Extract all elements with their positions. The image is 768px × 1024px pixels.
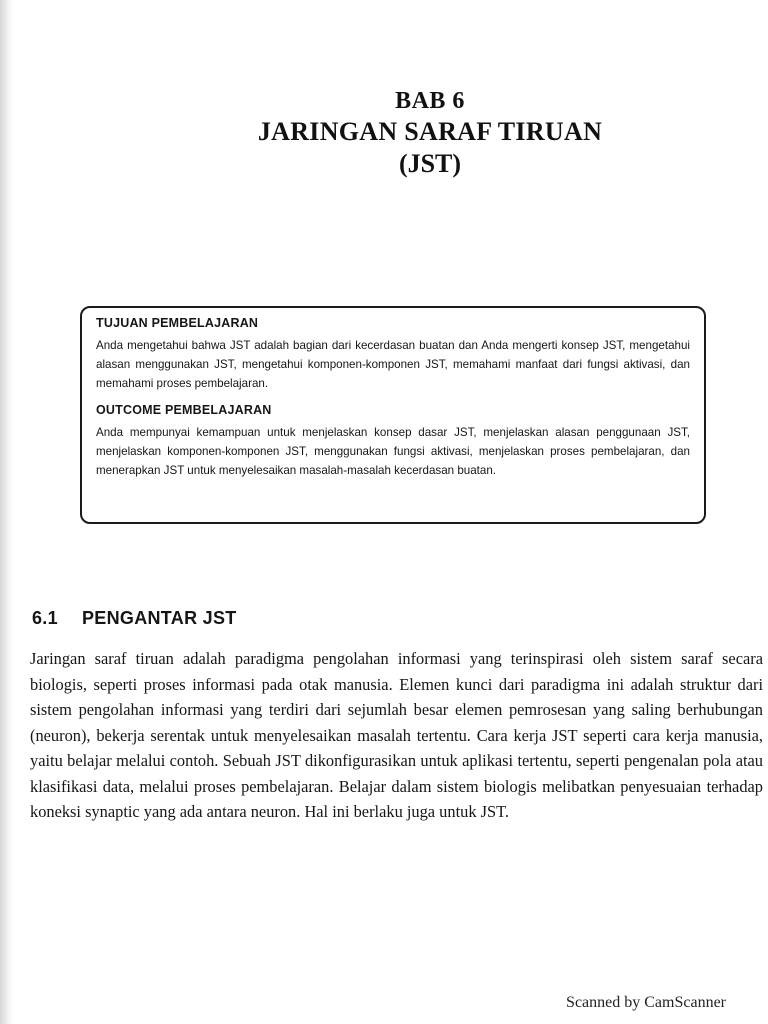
section-number: 6.1 <box>32 608 58 628</box>
outcome-text: Anda mempunyai kemampuan untuk menjelaskan konsep dasar JST, menjelaskan alasan penggunaan JST, menjelaskan komponen-komponen JST, menggunakan fungsi aktivasi, menjelaskan proses pembelajaran, dan menerapkan JST untuk menyelesaikan masalah-masalah kecerdasan buatan. <box>96 426 690 477</box>
chapter-heading <box>150 86 710 180</box>
page-edge-shadow <box>0 0 14 1024</box>
scanner-watermark: Scanned by CamScanner <box>566 994 726 1011</box>
goals-text: Anda mengetahui bahwa JST adalah bagian dari kecerdasan buatan dan Anda mengerti konsep JST, mengetahui alasan menggunakan JST, mengetahui komponen-komponen JST, memahami manfaat dari fungsi aktivasi, dan memahami proses pembelajaran. <box>96 339 690 390</box>
chapter-title: JARINGAN SARAF TIRUAN <box>257 117 603 146</box>
chapter-abbreviation: (JST) <box>398 149 462 178</box>
learning-objectives-box <box>80 306 706 524</box>
goals-heading: TUJUAN PEMBELAJARAN <box>96 315 259 331</box>
outcome-heading: OUTCOME PEMBELAJARAN <box>96 402 272 418</box>
chapter-number: BAB 6 <box>395 88 465 114</box>
section-heading <box>32 608 237 629</box>
section-body-paragraph: Jaringan saraf tiruan adalah paradigma pengolahan informasi yang terinspirasi oleh sistem saraf secara biologis, seperti proses informasi pada otak manusia. Elemen kunci dari paradigma ini adalah struktur dari sistem pengolahan informasi yang terdiri dari sejumlah besar elemen pemrosesan yang saling berhubungan (neuron), bekerja serentak untuk menyelesaikan masalah tertentu. Cara kerja JST seperti cara kerja manusia, yaitu belajar melalui contoh. Sebuah JST dikonfigurasikan untuk aplikasi tertentu, seperti pengenalan pola atau klasifikasi data, melalui proses pembelajaran. Belajar dalam sistem biologis melibatkan penyesuaian terhadap koneksi synaptic yang ada antara neuron. Hal ini berlaku juga untuk JST. <box>30 649 763 821</box>
section-title: PENGANTAR JST <box>82 608 237 628</box>
